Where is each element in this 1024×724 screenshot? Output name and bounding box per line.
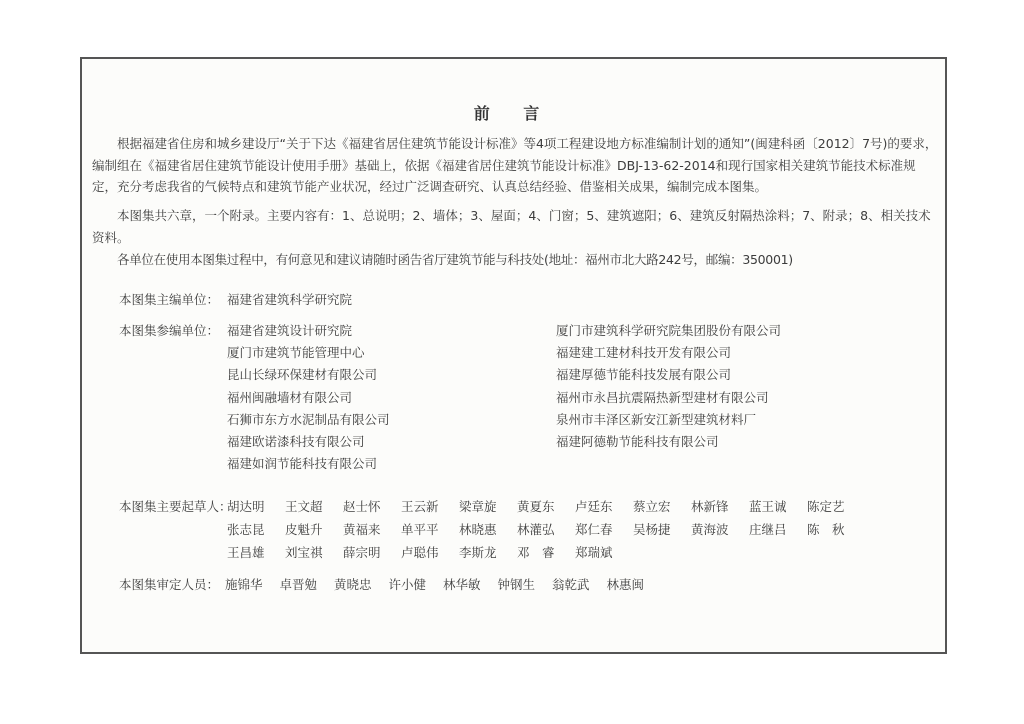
participant-org: 福建阿德勒节能科技有限公司 <box>556 434 719 449</box>
reviewer-name: 林华敏 <box>443 577 481 592</box>
drafter-name: 蓝王诚 <box>749 499 787 514</box>
participant-org: 福建欧诺漆科技有限公司 <box>227 434 365 449</box>
drafter-name: 薛宗明 <box>343 545 381 560</box>
reviewers-label: 本图集审定人员： <box>119 577 220 592</box>
page-title: 前 言 <box>473 104 554 123</box>
drafter-name: 蔡立宏 <box>633 499 671 514</box>
drafter-name: 吴杨捷 <box>633 522 671 537</box>
participant-org: 泉州市丰泽区新安江新型建筑材料厂 <box>556 411 757 427</box>
participant-org: 福州市永昌抗震隔热新型建材有限公司 <box>556 389 769 405</box>
drafter-name: 陈 秋 <box>807 522 845 537</box>
drafter-name: 卢廷东 <box>575 499 613 514</box>
drafter-name: 刘宝祺 <box>285 545 323 560</box>
drafter-name: 郑仁春 <box>575 522 613 537</box>
drafter-name: 王云新 <box>401 499 439 514</box>
drafter-name: 邓 睿 <box>517 545 555 560</box>
drafter-name: 黄福来 <box>343 522 381 537</box>
participant-org: 昆山长绿环保建材有限公司 <box>227 367 378 383</box>
participant-org: 福建如润节能科技有限公司 <box>227 456 378 472</box>
reviewer-name: 黄晓忠 <box>334 577 372 592</box>
drafter-name: 皮魁升 <box>285 522 323 537</box>
document-frame <box>80 57 947 654</box>
drafter-name: 胡达明 <box>227 499 265 514</box>
chief-editor-value: 福建省建筑科学研究院 <box>227 292 353 307</box>
reviewer-name: 翁乾武 <box>552 577 590 592</box>
feedback-paragraph: 各单位在使用本图集过程中，有何意见和建议请随时函告省厅建筑节能与科技处(地址：福州市北大路242号，邮编：350001) <box>117 252 793 267</box>
drafter-name: 陈定艺 <box>807 499 845 514</box>
participant-org: 石狮市东方水泥制品有限公司 <box>227 411 390 427</box>
drafter-name: 单平平 <box>401 522 439 537</box>
participant-org: 福建省建筑设计研究院 <box>227 323 353 338</box>
participant-org: 福建建工建材科技开发有限公司 <box>556 345 732 361</box>
intro-paragraph: 根据福建省住房和城乡建设厅“关于下达《福建省居住建筑节能设计标准》等4项工程建设地方标准编制计划的通知”(闽建科函〔2012〕7号)的要求，编制组在《福建省居住建筑节能设计使用手册》基础上，依据《福建省居住建筑节能设计标准》DBJ-13-62-2014和现行国家相关建筑节能技术标准规定，充分考虑我省的气候特点和建筑节能产业状况，经过广泛调查研究、认真总结经验、借鉴相关成果，编制完成本图集。 <box>92 136 938 194</box>
drafters-label: 本图集主要起草人： <box>119 499 232 514</box>
drafter-name: 张志昆 <box>227 522 265 537</box>
drafter-name: 梁章旋 <box>459 499 497 514</box>
reviewer-name: 施锦华 <box>225 577 263 592</box>
drafter-name: 林灌弘 <box>517 522 555 537</box>
drafter-name: 郑瑞斌 <box>575 545 613 560</box>
drafter-name: 黄夏东 <box>517 499 555 514</box>
participant-org: 厦门市建筑科学研究院集团股份有限公司 <box>556 323 782 338</box>
participant-org: 福州闽融墙材有限公司 <box>227 389 353 405</box>
chief-editor-label: 本图集主编单位： <box>119 292 220 307</box>
reviewer-name: 许小健 <box>388 577 427 592</box>
reviewer-name: 林惠闽 <box>606 577 645 592</box>
participants-label: 本图集参编单位： <box>119 323 220 338</box>
drafter-name: 黄海波 <box>691 522 729 537</box>
participant-org: 厦门市建筑节能管理中心 <box>227 345 365 361</box>
drafter-name: 赵士怀 <box>343 499 381 514</box>
drafter-name: 王文超 <box>285 499 323 514</box>
drafter-name: 卢聪伟 <box>401 545 439 560</box>
drafter-name: 李斯龙 <box>459 545 497 560</box>
contents-paragraph: 本图集共六章，一个附录。主要内容有：1、总说明；2、墙体；3、屋面；4、门窗；5、建筑遮阳；6、建筑反射隔热涂料；7、附录；8、相关技术资料。 <box>92 208 931 245</box>
reviewer-name: 卓晋勉 <box>279 577 318 592</box>
drafter-name: 林晓惠 <box>459 522 497 537</box>
drafter-name: 庄继吕 <box>749 522 787 537</box>
participant-org: 福建厚德节能科技发展有限公司 <box>556 367 732 383</box>
drafter-name: 王昌雄 <box>227 545 265 560</box>
reviewer-name: 钟钢生 <box>497 577 536 592</box>
drafter-name: 林新锋 <box>691 499 729 514</box>
